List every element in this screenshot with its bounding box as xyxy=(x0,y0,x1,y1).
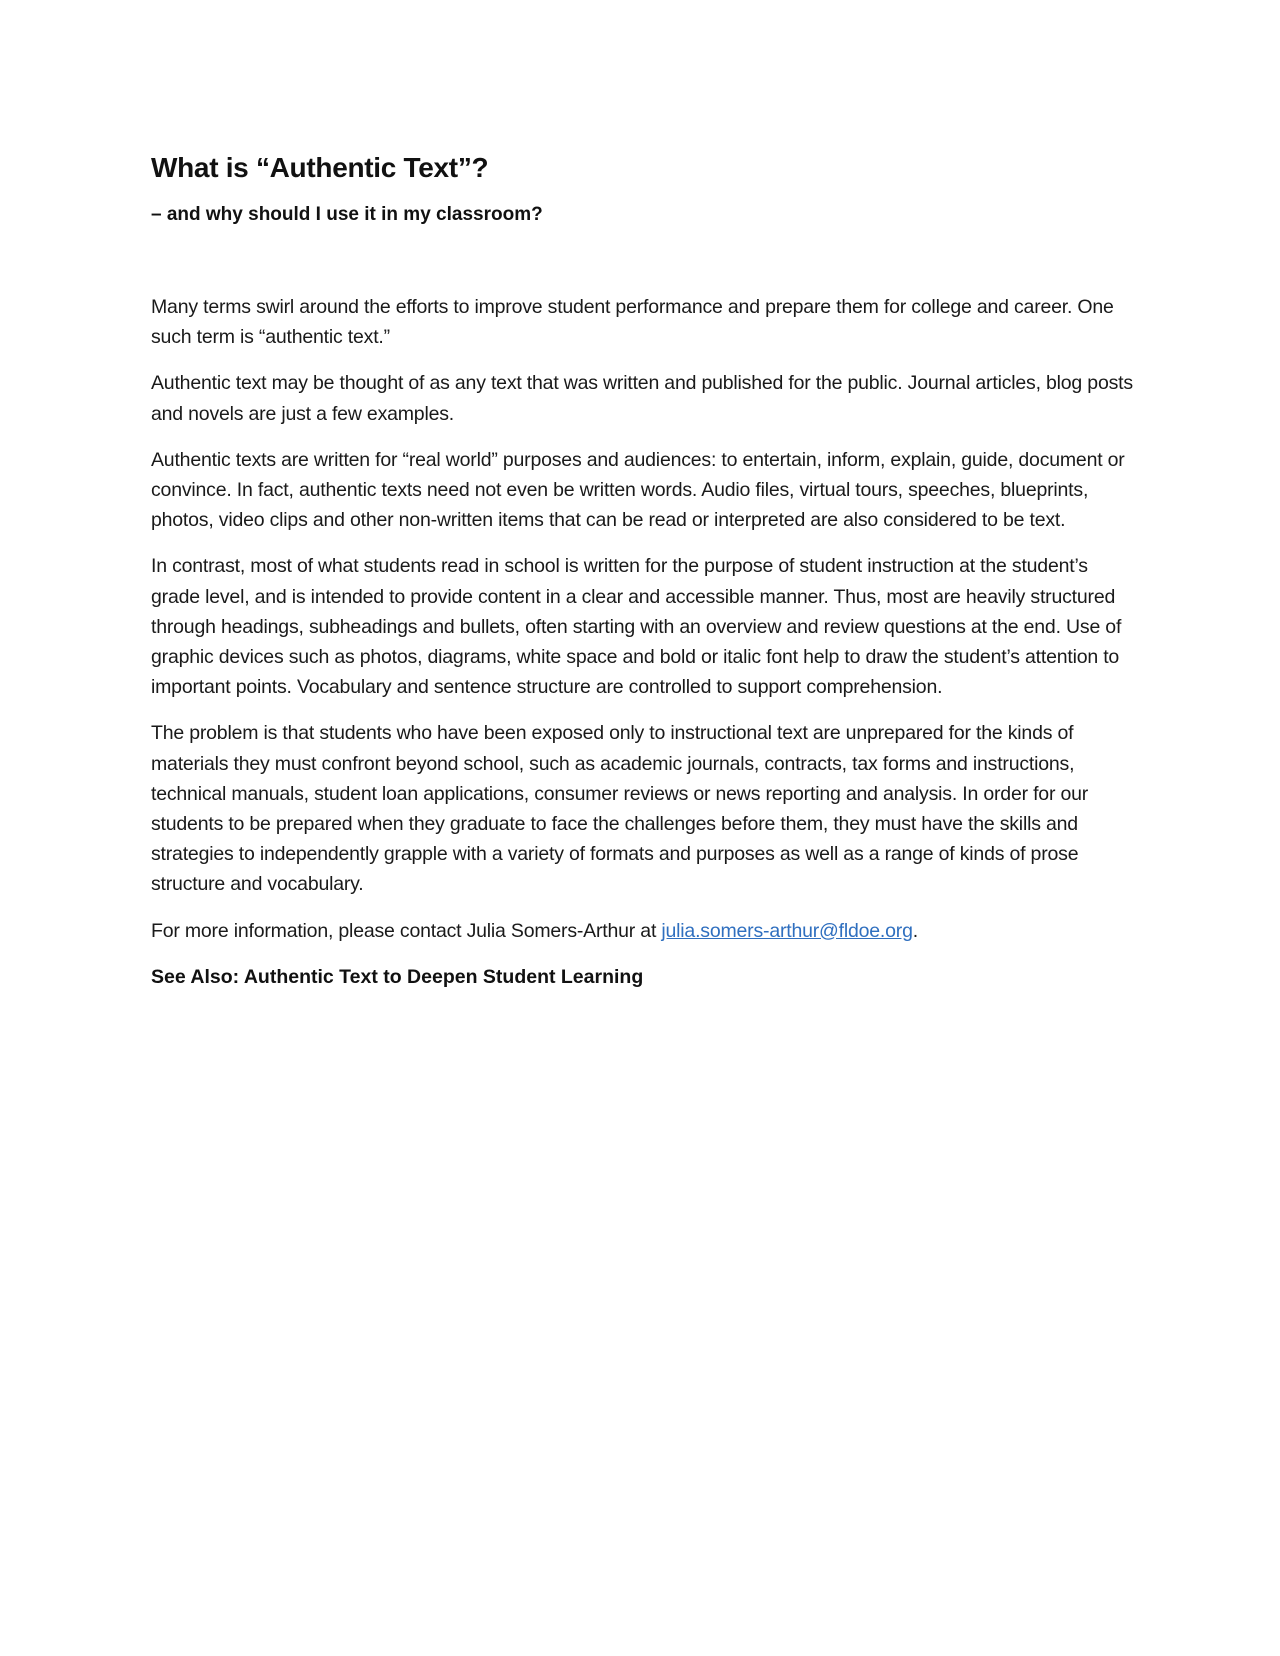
contact-suffix: . xyxy=(912,919,918,942)
contact-prefix: For more information, please contact Julia Somers-Arthur at xyxy=(151,919,662,942)
see-also-line: See Also: Authentic Text to Deepen Student Learning xyxy=(151,965,644,988)
page-subtitle: – and why should I use it in my classroom? xyxy=(151,204,543,225)
contact-line xyxy=(151,916,1137,946)
paragraph-definition: Authentic text may be thought of as any text that was written and published for the public. Journal articles, blog posts and novels are just a few examples. xyxy=(151,372,1133,425)
contact-email-link[interactable]: julia.somers-arthur@fldoe.org xyxy=(661,919,913,942)
paragraph-purposes: Authentic texts are written for “real world” purposes and audiences: to entertain, inform, explain, guide, document or convince. In fact, authentic texts need not even be written words. Audio files, virtual tours, speeches, blueprints, photos, video clips and other non-written items that can be read or interpreted are also considered to be text. xyxy=(151,448,1125,532)
body-text xyxy=(151,292,1137,992)
document-page xyxy=(151,150,1137,992)
paragraph-problem: The problem is that students who have been exposed only to instructional text are unprepared for the kinds of materials they must confront beyond school, such as academic journals, contracts, tax forms and instructions, technical manuals, student loan applications, consumer reviews or news reporting and analysis. In order for our students to be prepared when they graduate to face the challenges before them, they must have the skills and strategies to independently grapple with a variety of formats and purposes as well as a range of kinds of prose structure and vocabulary. xyxy=(151,722,1089,896)
paragraph-contrast: In contrast, most of what students read in school is written for the purpose of student instruction at the student’s grade level, and is intended to provide content in a clear and accessible manner. Thus, most are heavily structured through headings, subheadings and bullets, often starting with an overview and review questions at the end. Use of graphic devices such as photos, diagrams, white space and bold or italic font help to draw the student’s attention to important points. Vocabulary and sentence structure are controlled to support comprehension. xyxy=(151,555,1122,699)
paragraph-intro: Many terms swirl around the efforts to improve student performance and prepare them for college and career. One such term is “authentic text.” xyxy=(151,296,1114,349)
page-title: What is “Authentic Text”? xyxy=(151,152,489,183)
